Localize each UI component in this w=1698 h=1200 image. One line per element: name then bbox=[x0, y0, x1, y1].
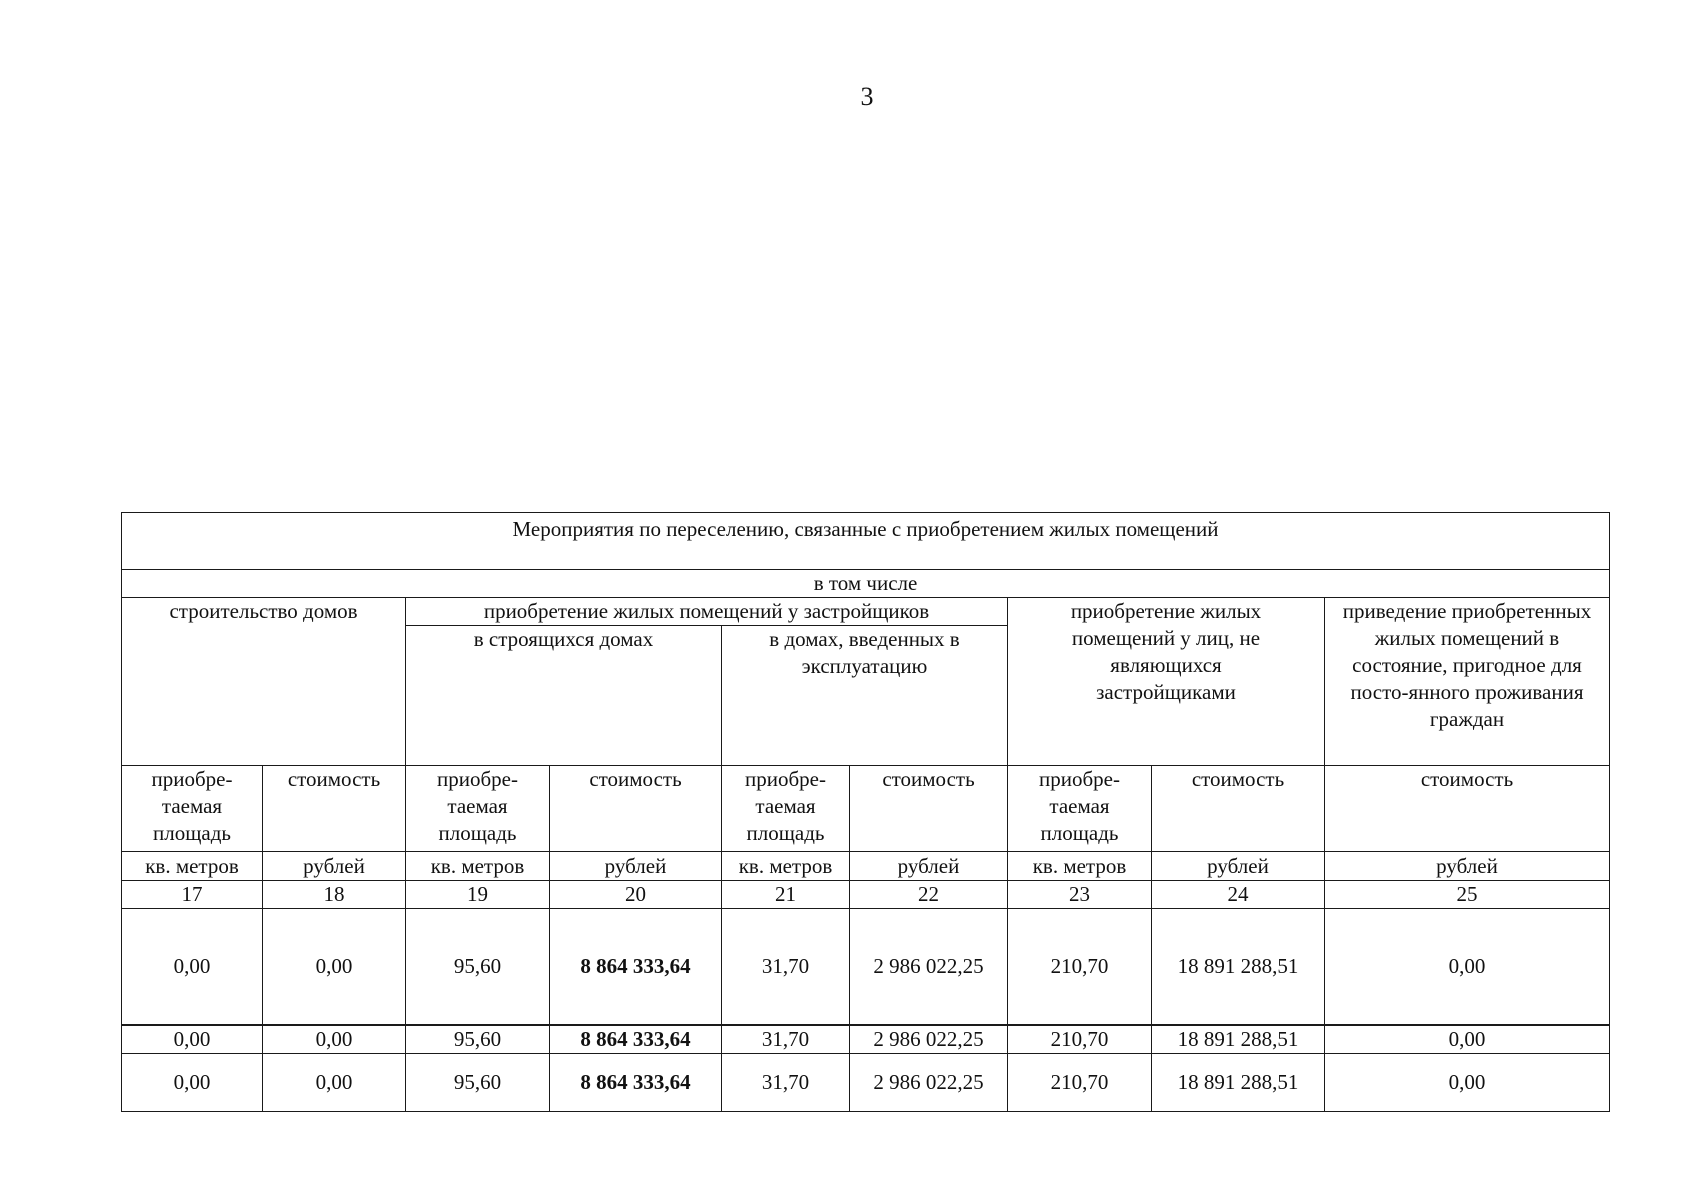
unit-22: рублей bbox=[850, 852, 1008, 881]
cell-cost-20: 8 864 333,64 bbox=[550, 1025, 722, 1054]
subheader-cost-20: стоимость bbox=[550, 766, 722, 852]
subheader-cost-25: стоимость bbox=[1325, 766, 1610, 852]
cell-area-19: 95,60 bbox=[406, 1053, 550, 1111]
resettlement-table bbox=[121, 512, 1610, 1112]
unit-18: рублей bbox=[263, 852, 406, 881]
column-number: 20 bbox=[550, 881, 722, 909]
cell-cost-22: 2 986 022,25 bbox=[850, 1025, 1008, 1054]
column-number: 17 bbox=[122, 881, 263, 909]
page-number: 3 bbox=[860, 82, 874, 111]
column-number: 22 bbox=[850, 881, 1008, 909]
column-number: 21 bbox=[722, 881, 850, 909]
cell-area-19: 95,60 bbox=[406, 909, 550, 1025]
cell-area-17: 0,00 bbox=[122, 1053, 263, 1111]
column-number: 23 bbox=[1008, 881, 1152, 909]
cell-cost-25: 0,00 bbox=[1325, 1025, 1610, 1054]
cell-cost-24: 18 891 288,51 bbox=[1152, 1053, 1325, 1111]
including-header: в том числе bbox=[122, 570, 1610, 598]
cell-cost-24: 18 891 288,51 bbox=[1152, 1025, 1325, 1054]
unit-19: кв. метров bbox=[406, 852, 550, 881]
unit-25: рублей bbox=[1325, 852, 1610, 881]
unit-24: рублей bbox=[1152, 852, 1325, 881]
cell-cost-22: 2 986 022,25 bbox=[850, 909, 1008, 1025]
cell-cost-24: 18 891 288,51 bbox=[1152, 909, 1325, 1025]
header-renovation: приведение приобретенных жилых помещений в состояние, пригодное для посто-янного проживания граждан bbox=[1325, 598, 1610, 766]
table-row bbox=[122, 909, 1610, 1025]
subheader-cost-22: стоимость bbox=[850, 766, 1008, 852]
cell-area-17: 0,00 bbox=[122, 909, 263, 1025]
subheader-area-17: приобре-таемая площадь bbox=[122, 766, 263, 852]
header-developers: приобретение жилых помещений у застройщиков bbox=[406, 598, 1008, 626]
column-number: 18 bbox=[263, 881, 406, 909]
subheader-cost-18: стоимость bbox=[263, 766, 406, 852]
column-number: 24 bbox=[1152, 881, 1325, 909]
header-commissioned: в домах, введенных в эксплуатацию bbox=[722, 626, 1008, 766]
cell-area-23: 210,70 bbox=[1008, 1025, 1152, 1054]
unit-21: кв. метров bbox=[722, 852, 850, 881]
cell-area-21: 31,70 bbox=[722, 909, 850, 1025]
cell-cost-20: 8 864 333,64 bbox=[550, 1053, 722, 1111]
cell-area-21: 31,70 bbox=[722, 1053, 850, 1111]
cell-cost-22: 2 986 022,25 bbox=[850, 1053, 1008, 1111]
subheader-area-21: приобре-таемая площадь bbox=[722, 766, 850, 852]
cell-cost-25: 0,00 bbox=[1325, 1053, 1610, 1111]
cell-cost-18: 0,00 bbox=[263, 1053, 406, 1111]
cell-cost-18: 0,00 bbox=[263, 1025, 406, 1054]
cell-cost-18: 0,00 bbox=[263, 909, 406, 1025]
unit-20: рублей bbox=[550, 852, 722, 881]
header-construction: строительство домов bbox=[122, 598, 406, 766]
cell-cost-20: 8 864 333,64 bbox=[550, 909, 722, 1025]
column-number: 25 bbox=[1325, 881, 1610, 909]
table-row bbox=[122, 1053, 1610, 1111]
header-non-developers: приобретение жилых помещений у лиц, не являющихся застройщиками bbox=[1008, 598, 1325, 766]
cell-area-17: 0,00 bbox=[122, 1025, 263, 1054]
cell-area-19: 95,60 bbox=[406, 1025, 550, 1054]
header-under-construction: в строящихся домах bbox=[406, 626, 722, 766]
subheader-cost-24: стоимость bbox=[1152, 766, 1325, 852]
table-row bbox=[122, 1025, 1610, 1054]
cell-area-23: 210,70 bbox=[1008, 909, 1152, 1025]
subheader-area-19: приобре-таемая площадь bbox=[406, 766, 550, 852]
subheader-area-23: приобре-таемая площадь bbox=[1008, 766, 1152, 852]
table-title: Мероприятия по переселению, связанные с приобретением жилых помещений bbox=[122, 513, 1610, 570]
column-number: 19 bbox=[406, 881, 550, 909]
cell-cost-25: 0,00 bbox=[1325, 909, 1610, 1025]
unit-23: кв. метров bbox=[1008, 852, 1152, 881]
cell-area-21: 31,70 bbox=[722, 1025, 850, 1054]
cell-area-23: 210,70 bbox=[1008, 1053, 1152, 1111]
unit-17: кв. метров bbox=[122, 852, 263, 881]
